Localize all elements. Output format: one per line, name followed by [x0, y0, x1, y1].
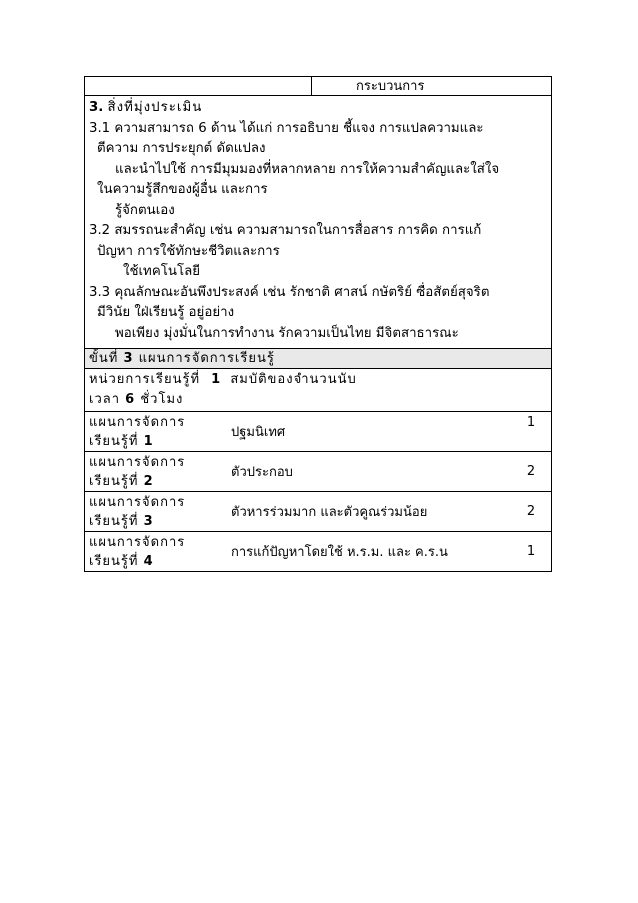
assessment-line: ในความรู้สึกของผู้อื่น และการ [97, 182, 268, 197]
plan-label-line1: แผนการจัดการ [89, 535, 186, 550]
plan-row [84, 532, 552, 572]
time-num: 6 [125, 392, 136, 407]
plan-title: การแก้ปัญหาโดยใช้ ห.ร.ม. และ ค.ร.น [231, 545, 448, 560]
plan-hours: 2 [526, 464, 536, 479]
assessment-line: ใช้เทคโนโลยี [123, 264, 201, 279]
plan-label [85, 532, 231, 571]
step-text: แผนการจัดการเรียนรู้ [138, 351, 275, 366]
plan-label-line1: แผนการจัดการ [89, 455, 186, 470]
plan-row [84, 492, 552, 532]
assessment-heading-text: สิ่งที่มุ่งประเมิน [107, 100, 203, 115]
plan-num: 2 [143, 474, 154, 489]
unit-row [84, 369, 552, 412]
step-prefix: ขั้นที่ [89, 351, 119, 366]
plan-title: ตัวหารร่วมมาก และตัวคูณร่วมน้อย [231, 505, 428, 520]
assessment-line: พอเพียง มุ่งมั่นในการทำงาน รักความเป็นไทย มีจิตสาธารณะ [115, 325, 459, 341]
plan-label-line2 [89, 432, 227, 451]
assessment-line: มีวินัย ใฝ่เรียนรู้ อยู่อย่าง [97, 305, 235, 320]
time-unit: ชั่วโมง [140, 392, 184, 407]
assessment-line: 3.2 สมรรถนะสำคัญ เช่น ความสามารถในการสื่อสาร การคิด การแก้ [89, 223, 482, 238]
assessment-heading [89, 98, 547, 119]
time-prefix: เวลา [89, 392, 121, 407]
step-num: 3 [123, 351, 134, 366]
unit-title: สมบัติของจำนวนนับ [230, 372, 357, 387]
assessment-line: 3.3 คุณลักษณะอันพึงประสงค์ เช่น รักชาติ ศาสน์ กษัตริย์ ซื่อสัตย์สุจริต [89, 284, 490, 300]
plan-label-line1: แผนการจัดการ [89, 415, 186, 430]
header-empty-cell [85, 77, 312, 95]
plan-label-line2 [89, 512, 227, 531]
plan-hours: 1 [526, 415, 536, 430]
assessment-line: ตีความ การประยุกต์ ดัดแปลง [97, 141, 266, 156]
plan-num: 4 [143, 554, 154, 569]
plan-label [85, 452, 231, 491]
step-heading-row [84, 349, 552, 369]
plan-label [85, 412, 231, 451]
plan-label [85, 492, 231, 531]
plan-row [84, 452, 552, 492]
plan-label-line2-text: เรียนรู้ที่ [89, 474, 139, 489]
plan-title: ตัวประกอบ [231, 465, 293, 480]
plan-hours: 2 [526, 504, 536, 519]
assessment-section [84, 96, 552, 349]
plan-title: ปฐมนิเทศ [231, 425, 286, 440]
assessment-line: ปัญหา การใช้ทักษะชีวิตและการ [97, 243, 280, 259]
plan-label-line2 [89, 552, 227, 571]
table-header-row [84, 76, 552, 96]
plan-label-line1: แผนการจัดการ [89, 495, 186, 510]
assessment-line: รู้จักตนเอง [115, 202, 175, 218]
assessment-heading-num: 3. [89, 100, 104, 115]
header-process-label: กระบวนการ [356, 79, 425, 94]
assessment-line: และนำไปใช้ การมีมุมมองที่หลากหลาย การให้ความสำคัญและใส่ใจ [115, 161, 500, 177]
unit-line [89, 370, 547, 390]
plan-label-line2 [89, 472, 227, 491]
plan-label-line2-text: เรียนรู้ที่ [89, 434, 139, 449]
lesson-plan-table [84, 76, 552, 572]
plan-row [84, 412, 552, 452]
plan-num: 3 [143, 514, 154, 529]
plan-label-line2-text: เรียนรู้ที่ [89, 554, 139, 569]
assessment-line: 3.1 ความสามารถ 6 ด้าน ได้แก่ การอธิบาย ชี้แจง การแปลความและ [89, 120, 484, 136]
unit-time-line [89, 390, 547, 410]
unit-prefix: หน่วยการเรียนรู้ที่ [89, 372, 201, 387]
plan-num: 1 [143, 434, 154, 449]
plan-hours: 1 [526, 544, 536, 559]
plan-label-line2-text: เรียนรู้ที่ [89, 514, 139, 529]
unit-num: 1 [211, 372, 222, 387]
